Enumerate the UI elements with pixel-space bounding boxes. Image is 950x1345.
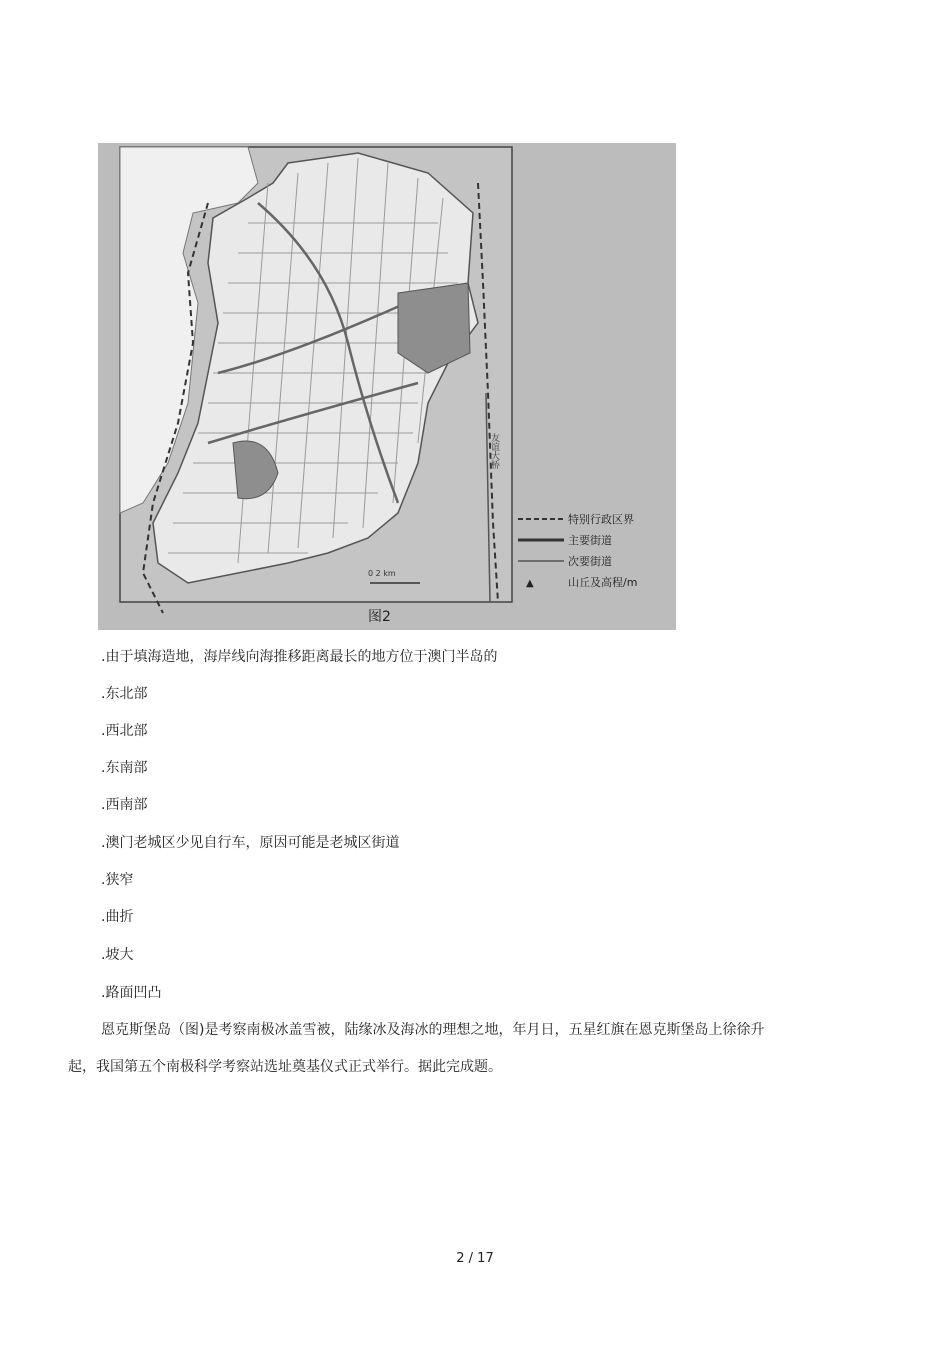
passage-line-2: 起，我国第五个南极科学考察站选址奠基仪式正式举行。据此完成题。 [68, 1059, 502, 1075]
question2-stem: .澳门老城区少见自行车，原因可能是老城区街道 [101, 835, 400, 851]
passage-line-1: 恩克斯堡岛（图)是考察南极冰盖雪被，陆缘冰及海冰的理想之地，年月日，五星红旗在恩克斯堡岛上徐徐升 [101, 1022, 765, 1038]
question2-option-b: .曲折 [101, 909, 134, 925]
macau-map-figure [98, 143, 676, 630]
question2-option-d: .路面凹凸 [101, 985, 162, 1001]
map-graphic [98, 143, 676, 630]
question1-option-c: .东南部 [101, 760, 148, 776]
question1-option-b: .西北部 [101, 723, 148, 739]
legend-main-street: 主要街道 [568, 534, 612, 547]
bridge-label: 友谊大桥 [489, 433, 499, 469]
question2-option-a: .狭窄 [101, 872, 134, 888]
legend-boundary: 特别行政区界 [568, 513, 634, 526]
page-number: 2 / 17 [456, 1251, 494, 1266]
legend-hill-elevation: 山丘及高程/m [568, 576, 638, 589]
figure-caption: 图2 [368, 609, 391, 625]
legend-secondary-street: 次要街道 [568, 555, 612, 568]
passage-paragraph [68, 1020, 880, 1077]
peak-icon: ▲ [526, 578, 534, 589]
question1-stem: .由于填海造地，海岸线向海推移距离最长的地方位于澳门半岛的 [101, 649, 498, 665]
scale-label: 0 2 km [368, 569, 396, 578]
question2-option-c: .坡大 [101, 947, 134, 963]
question1-option-d: .西南部 [101, 797, 148, 813]
question1-option-a: .东北部 [101, 686, 148, 702]
